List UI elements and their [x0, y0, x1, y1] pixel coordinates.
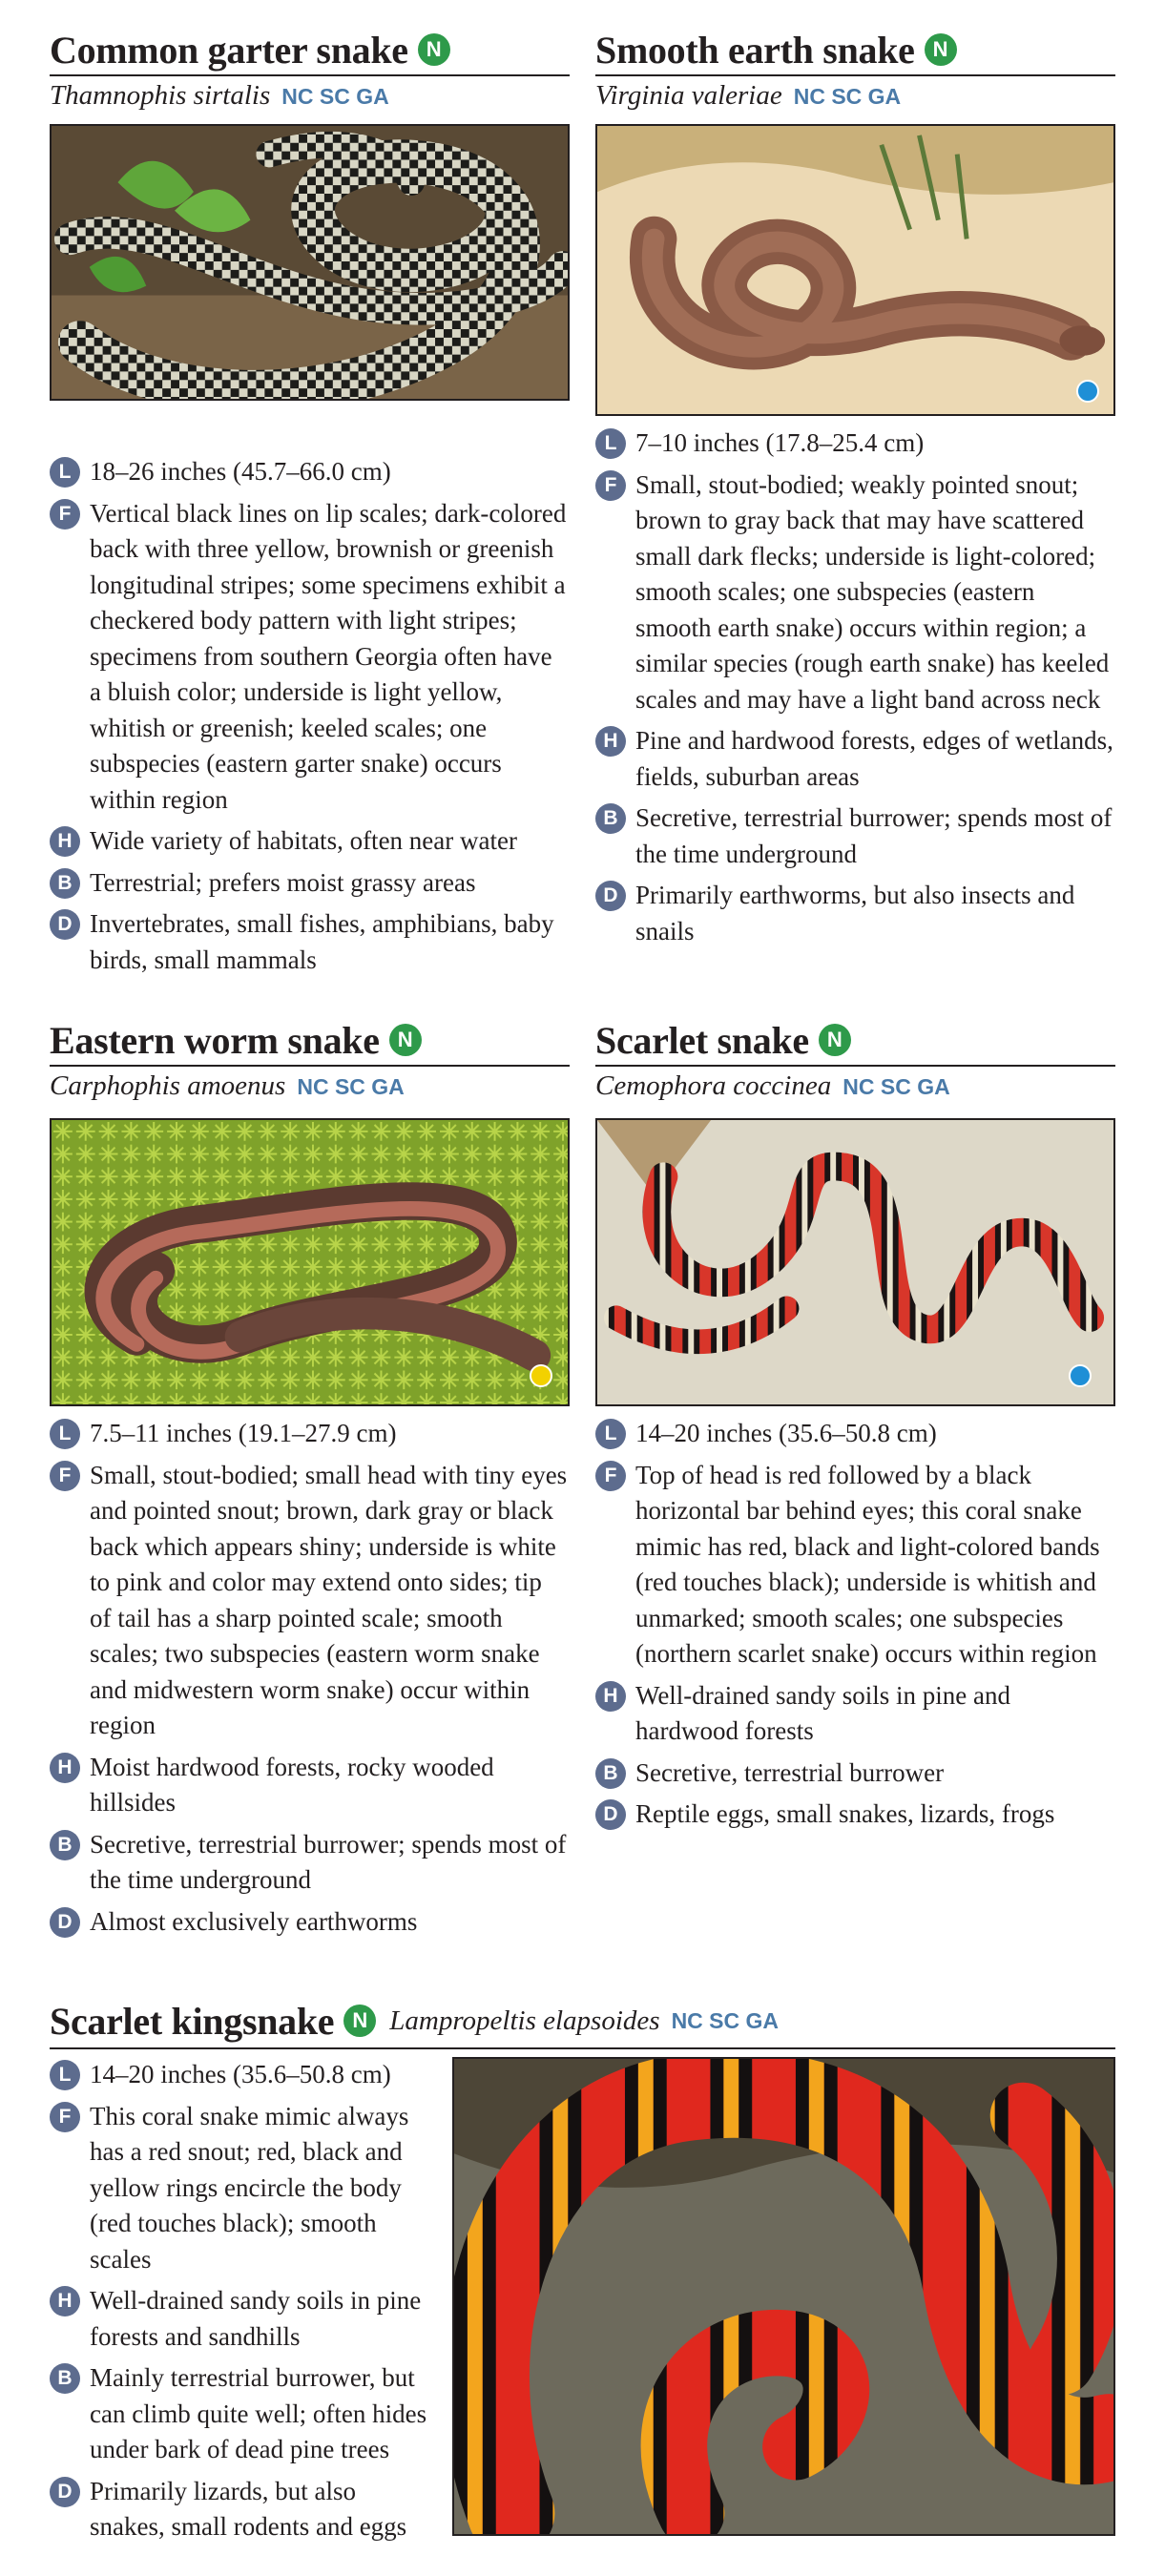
- scientific-name: Cemophora coccinea: [595, 1070, 832, 1101]
- diet-icon: D: [595, 881, 626, 911]
- fact-habitat: [595, 723, 1115, 795]
- fact-habitat: [595, 1678, 1115, 1750]
- behavior-icon: B: [50, 868, 80, 899]
- fact-diet: [50, 1904, 570, 1941]
- state-codes: NC SC GA: [281, 84, 389, 109]
- fact-text: Secretive, terrestrial burrower; spends most of the time underground: [90, 1829, 567, 1894]
- fact-behavior: [50, 1827, 570, 1899]
- fact-diet: [595, 1797, 1115, 1833]
- facts-eastern-worm-snake: [50, 1416, 570, 1945]
- facts-scarlet-snake: [595, 1416, 1115, 1839]
- photo-common-garter-snake: [50, 124, 570, 401]
- fact-features: [595, 467, 1115, 718]
- fact-habitat: [50, 1750, 570, 1821]
- fact-text: This coral snake mimic always has a red snout; red, black and yellow rings encircle the body (red touches black); smooth scales: [90, 2101, 409, 2274]
- fact-text: Mainly terrestrial burrower, but can climb quite well; often hides under bark of dead pine trees: [90, 2363, 427, 2463]
- fact-length: [595, 1416, 1115, 1452]
- species-entry-scarlet-kingsnake: [50, 1994, 1115, 2049]
- length-icon: L: [50, 1419, 80, 1449]
- diet-icon: D: [50, 909, 80, 940]
- scientific-name: Thamnophis sirtalis: [50, 80, 271, 111]
- photo-smooth-earth-snake: [595, 124, 1115, 416]
- scientific-name: Carphophis amoenus: [50, 1070, 286, 1101]
- fact-text: Secretive, terrestrial burrower: [635, 1757, 945, 1787]
- fact-text: 14–20 inches (35.6–50.8 cm): [635, 1419, 937, 1447]
- fact-length: [50, 2057, 436, 2093]
- length-icon: L: [50, 2060, 80, 2090]
- species-entry-smooth-earth-snake: [595, 25, 1115, 122]
- scientific-name-row: [595, 1070, 1115, 1112]
- fact-text: Small, stout-bodied; small head with tiny eyes and pointed snout; brown, dark gray or black back which appears shiny; underside is white to pink and color may extend onto sides; tip of tail has a sharp pointed scale; smooth scales; two subspecies (eastern worm snake and midwestern worm snake) occur within region: [90, 1460, 568, 1739]
- species-entry-common-garter-snake: [50, 25, 570, 122]
- facts-common-garter-snake: [50, 454, 570, 984]
- habitat-icon: H: [50, 2286, 80, 2316]
- species-header: [595, 25, 1115, 76]
- diet-icon: D: [50, 1907, 80, 1938]
- fact-diet: [50, 906, 570, 978]
- fact-habitat: [50, 2283, 436, 2355]
- diet-icon: D: [595, 1799, 626, 1830]
- fact-habitat: [50, 823, 570, 860]
- fact-features: [50, 496, 570, 819]
- fact-text: 7–10 inches (17.8–25.4 cm): [635, 428, 925, 457]
- habitat-icon: H: [50, 1753, 80, 1783]
- fact-behavior: [50, 2360, 436, 2468]
- habitat-icon: H: [595, 1681, 626, 1712]
- fact-text: Primarily earthworms, but also insects and snails: [635, 881, 1075, 945]
- fact-features: [50, 1458, 570, 1744]
- habitat-icon: H: [50, 826, 80, 857]
- features-icon: F: [595, 1461, 626, 1491]
- fact-text: Wide variety of habitats, often near water: [90, 826, 517, 855]
- fact-text: 18–26 inches (45.7–66.0 cm): [90, 457, 391, 486]
- fact-text: Moist hardwood forests, rocky wooded hillsides: [90, 1752, 494, 1817]
- species-name: Scarlet kingsnake: [50, 1999, 335, 2043]
- species-header: [50, 1015, 570, 1067]
- scientific-name-row: [595, 80, 1115, 122]
- native-badge-icon: N: [418, 33, 450, 66]
- range-dot-icon: [1076, 380, 1099, 403]
- native-badge-icon: N: [819, 1024, 851, 1056]
- species-header: [50, 1994, 1115, 2049]
- fact-text: Pine and hardwood forests, edges of wetlands, fields, suburban areas: [635, 726, 1113, 791]
- features-icon: F: [595, 470, 626, 501]
- diet-icon: D: [50, 2477, 80, 2507]
- fact-text: Invertebrates, small fishes, amphibians, baby birds, small mammals: [90, 909, 554, 974]
- fact-text: Vertical black lines on lip scales; dark-colored back with three yellow, brownish or greenish longitudinal stripes; some specimens exhibit a checkered body pattern with light stripes; specimens from southern Georgia often have a bluish color; underside is light yellow, whitish or greenish; keeled scales; one subspecies (eastern garter snake) occurs within region: [90, 498, 567, 814]
- fact-length: [595, 426, 1115, 462]
- fact-behavior: [50, 865, 570, 902]
- scientific-name: Lampropeltis elapsoides: [389, 2005, 660, 2036]
- habitat-icon: H: [595, 726, 626, 757]
- facts-smooth-earth-snake: [595, 426, 1115, 955]
- fact-features: [595, 1458, 1115, 1672]
- fact-text: Well-drained sandy soils in pine and hardwood forests: [635, 1680, 1010, 1745]
- range-dot-icon: [530, 1364, 552, 1387]
- species-name: Common garter snake: [50, 28, 408, 72]
- state-codes: NC SC GA: [843, 1074, 950, 1099]
- scientific-name: Virginia valeriae: [595, 80, 782, 111]
- features-icon: F: [50, 1461, 80, 1491]
- behavior-icon: B: [595, 803, 626, 834]
- state-codes: NC SC GA: [297, 1074, 405, 1099]
- length-icon: L: [595, 428, 626, 459]
- fact-text: Top of head is red followed by a black horizontal bar behind eyes; this coral snake mimic has red, black and light-colored bands (red touches black); underside is whitish and unmarked; smooth scales; one subspecies (northern scarlet snake) occurs within region: [635, 1460, 1100, 1668]
- length-icon: L: [50, 457, 80, 488]
- photo-scarlet-snake: [595, 1118, 1115, 1406]
- fact-text: Small, stout-bodied; weakly pointed snout; brown to gray back that may have scattered small dark flecks; underside is light-colored; smooth scales; one subspecies (eastern smooth earth snake) occurs within region; a similar species (rough earth snake) has keeled scales and may have a light band across neck: [635, 469, 1110, 714]
- state-codes: NC SC GA: [671, 2007, 780, 2033]
- scientific-name-row: [50, 1070, 570, 1112]
- native-badge-icon: N: [389, 1024, 422, 1056]
- fact-diet: [595, 878, 1115, 949]
- species-entry-eastern-worm-snake: [50, 1015, 570, 1112]
- behavior-icon: B: [50, 2363, 80, 2394]
- fact-length: [50, 454, 570, 490]
- fact-behavior: [595, 1755, 1115, 1792]
- range-dot-icon: [1069, 1364, 1092, 1387]
- fact-behavior: [595, 800, 1115, 872]
- native-badge-icon: N: [343, 2005, 376, 2037]
- species-name: Scarlet snake: [595, 1018, 809, 1062]
- photo-scarlet-kingsnake: [452, 2057, 1115, 2536]
- behavior-icon: B: [595, 1758, 626, 1789]
- facts-scarlet-kingsnake: [50, 2057, 436, 2551]
- photo-eastern-worm-snake: [50, 1118, 570, 1406]
- fact-text: Secretive, terrestrial burrower; spends most of the time underground: [635, 803, 1113, 868]
- fact-text: Reptile eggs, small snakes, lizards, frogs: [635, 1799, 1055, 1828]
- fact-text: Almost exclusively earthworms: [90, 1906, 418, 1936]
- features-icon: F: [50, 499, 80, 530]
- fact-features: [50, 2099, 436, 2278]
- species-header: [595, 1015, 1115, 1067]
- fact-text: Terrestrial; prefers moist grassy areas: [90, 867, 476, 897]
- state-codes: NC SC GA: [793, 84, 902, 109]
- fact-text: Well-drained sandy soils in pine forests and sandhills: [90, 2286, 422, 2351]
- fact-text: Primarily lizards, but also snakes, small rodents and eggs: [90, 2476, 407, 2541]
- behavior-icon: B: [50, 1830, 80, 1860]
- fact-text: 14–20 inches (35.6–50.8 cm): [90, 2060, 391, 2088]
- species-entry-scarlet-snake: [595, 1015, 1115, 1112]
- species-name: Smooth earth snake: [595, 28, 915, 72]
- fact-diet: [50, 2474, 436, 2545]
- features-icon: F: [50, 2102, 80, 2132]
- fact-text: 7.5–11 inches (19.1–27.9 cm): [90, 1419, 397, 1447]
- scientific-name-row: [50, 80, 570, 122]
- length-icon: L: [595, 1419, 626, 1449]
- species-header: [50, 25, 570, 76]
- fact-length: [50, 1416, 570, 1452]
- native-badge-icon: N: [925, 33, 957, 66]
- species-name: Eastern worm snake: [50, 1018, 380, 1062]
